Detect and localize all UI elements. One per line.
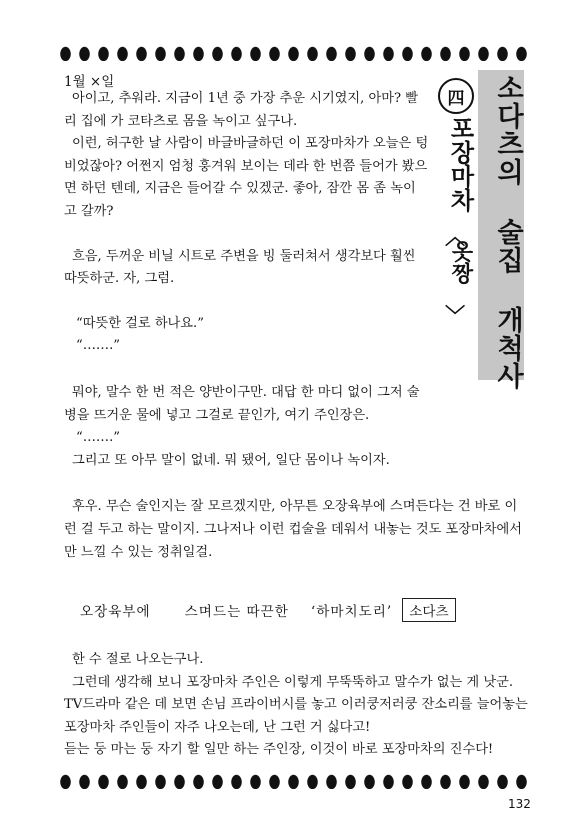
dialogue-line: “…….” (76, 338, 121, 354)
paragraph-line: 비었잖아? 어쩐지 엄청 훙겨워 보이는 데라 한 번쯤 들어가 봤으 (64, 158, 428, 174)
dialogue-line: “…….” (76, 430, 121, 446)
chapter-subtitle: 포장마차 (446, 116, 474, 212)
paragraph-line: 그리고 또 아무 말이 없네. 뭐 됐어, 일단 몸이나 녹이자. (72, 452, 390, 468)
paragraph-line: 듣는 둥 마는 둥 자기 할 일만 하는 주인장, 이것이 바로 포장마차의 진수다! (64, 742, 494, 758)
menu-tagline-part: 스며드는 따끈한 (184, 604, 289, 620)
chapter-subtitle-name: 옷짱 (448, 240, 473, 284)
paragraph-line: 만 느낄 수 있는 정취일걸. (64, 544, 213, 560)
bottom-ornament-border (56, 769, 532, 789)
paragraph-line: 고 갈까? (64, 203, 114, 219)
body-text-lower (64, 649, 534, 762)
subtitle-open-bracket: 〈 (442, 226, 467, 247)
paragraph-line: 리 집에 가 코타츠로 몸을 녹이고 싶구나. (64, 113, 298, 129)
dialogue-line: “따뜻한 걸로 하나요.” (76, 315, 204, 331)
top-ornament-border (56, 41, 532, 61)
paragraph-line: 병을 뜨거운 물에 넣고 그걸로 끝인가, 여기 주인장은. (64, 407, 370, 423)
paragraph-line: TV드라마 같은 데 보면 손님 프라이버시를 놓고 이러쿵저러쿵 잔소리를 늘어놓는 (64, 697, 528, 713)
paragraph-line: 후우. 무슨 술인지는 잘 모르겠지만, 아무튼 오장육부에 스며든다는 건 바로 이 (72, 499, 518, 515)
paragraph-line: 포장마차 주인들이 자주 나오는데, 난 그런 거 싫다고! (64, 719, 371, 735)
paragraph-line: 면 하던 텐데, 지금은 들어갈 수 있겠군. 좋아, 잠깐 몸 좀 녹이 (64, 181, 416, 197)
chapter-title: 소다츠의 술집 개척사 (492, 74, 523, 390)
paragraph-line: 이런, 허구한 날 사람이 바글바글하던 이 포장마차가 오늘은 텅 (72, 136, 429, 152)
page-number: 132 (508, 797, 531, 811)
paragraph-line: 따뜻하군. 자, 그럼. (64, 271, 175, 287)
paragraph-line: 그런데 생각해 보니 포장마차 주인은 이렇게 무뚝뚝하고 말수가 없는 게 낫군. (72, 674, 514, 690)
subtitle-close-bracket: 〉 (442, 304, 467, 325)
menu-tagline-part: 오장육부에 (80, 604, 151, 620)
diary-date: 1월 ×일 (64, 74, 115, 90)
paragraph-line: 한 수 절로 나오는구나. (72, 652, 204, 667)
signature-box: 소다츠 (402, 598, 455, 622)
paragraph-line: 흐음, 두꺼운 비닐 시트로 주변을 빙 둘러쳐서 생각보다 훨씬 (72, 248, 416, 264)
chapter-number-badge: 四 (438, 78, 474, 114)
paragraph-line: 아이고, 추워라. 지금이 1년 중 가장 추운 시기였지, 아마? 빨 (72, 91, 419, 106)
menu-drink-name: ‘하마치도리’ (310, 604, 393, 620)
paragraph-line: 뭐야, 말수 한 번 적은 양반이구만. 대답 한 마디 없이 그저 술 (72, 384, 420, 400)
paragraph-line: 런 걸 두고 하는 말이지. 그나저나 이런 컵술을 데워서 내놓는 것도 포장마차에서 (64, 521, 522, 537)
menu-tagline (80, 598, 456, 622)
